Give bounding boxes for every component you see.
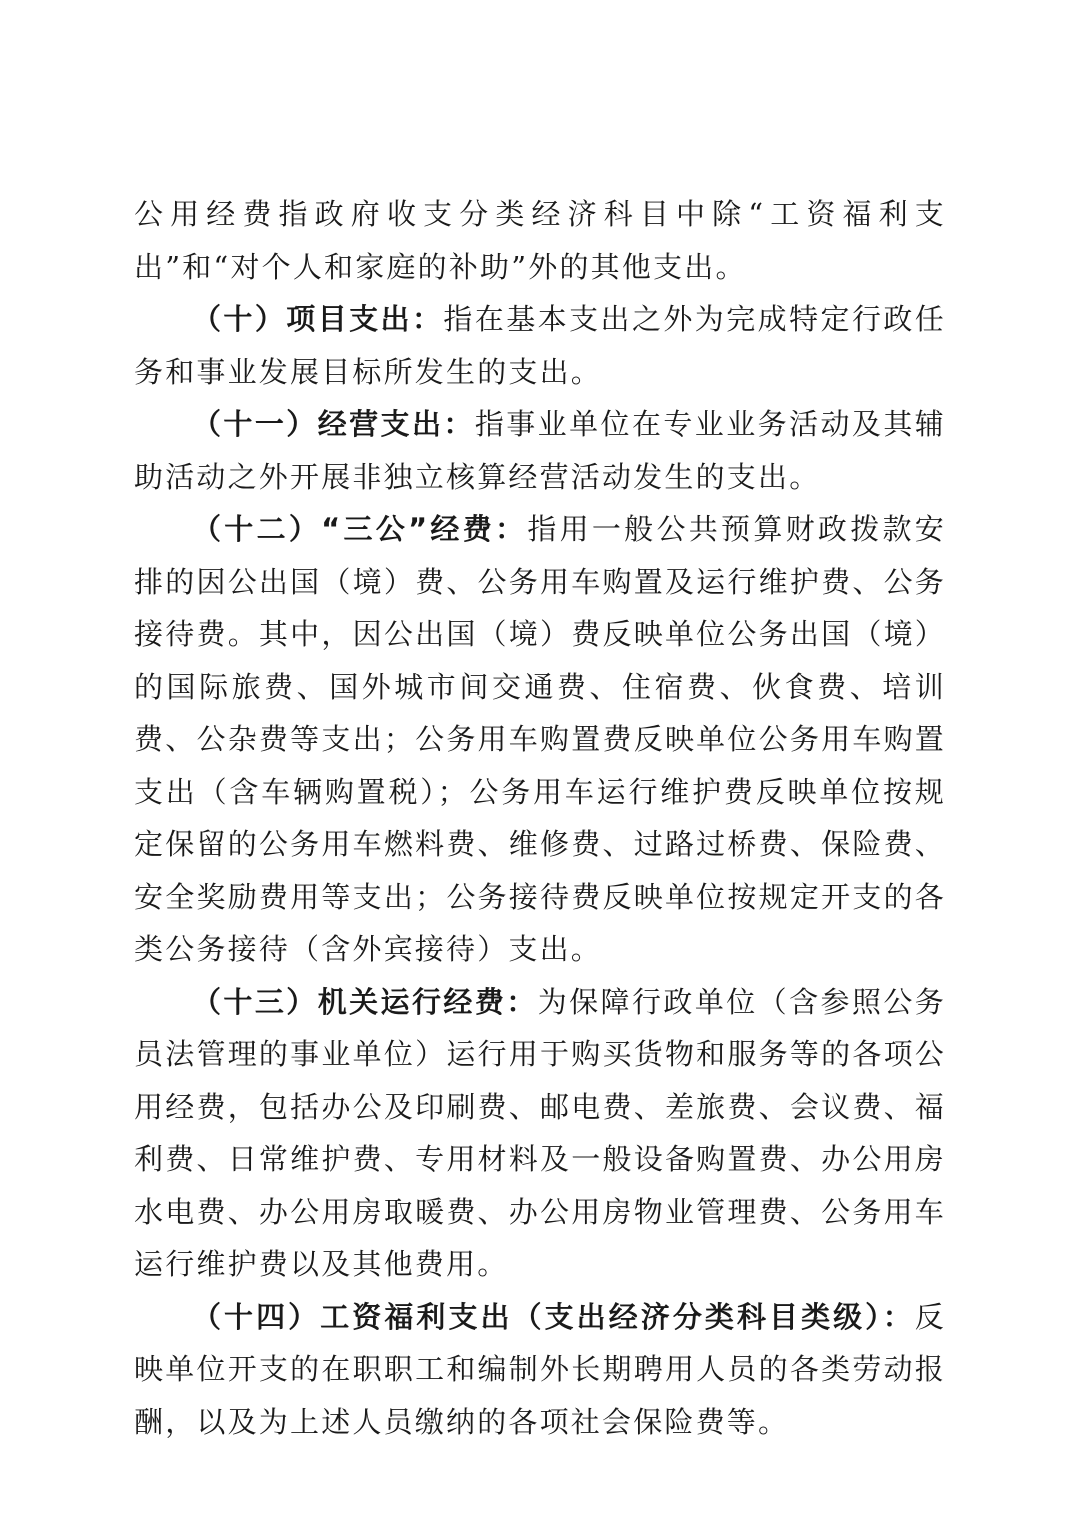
paragraph-text: 反映单位开支的在职职工和编制外长期聘用人员的各类劳动报酬，以及为上述人员缴纳的各项社会保险费等。 bbox=[134, 1299, 946, 1439]
paragraph-agency-operating-funds bbox=[134, 976, 946, 1291]
paragraph-wage-welfare-expenditure bbox=[134, 1291, 946, 1449]
paragraph-public-funds-continued bbox=[134, 188, 946, 293]
paragraph-text: 指事业单位在专业业务活动及其辅助活动之外开展非独立核算经营活动发生的支出。 bbox=[134, 407, 946, 494]
paragraph-term: （十四）工资福利支出（支出经济分类科目类级）： bbox=[192, 1299, 915, 1334]
paragraph-text: 公用经费指政府收支分类经济科目中除“工资福利支出”和“对个人和家庭的补助”外的其他支出。 bbox=[134, 197, 946, 284]
paragraph-term: （十）项目支出： bbox=[192, 302, 444, 336]
paragraph-term: （十一）经营支出： bbox=[192, 407, 475, 441]
paragraph-project-expenditure bbox=[134, 293, 946, 398]
paragraph-term: （十三）机关运行经费： bbox=[192, 984, 538, 1019]
paragraph-three-public-funds bbox=[134, 503, 946, 976]
paragraph-text: 指在基本支出之外为完成特定行政任务和事业发展目标所发生的支出。 bbox=[134, 302, 946, 389]
document-body bbox=[134, 188, 946, 1448]
paragraph-term: （十二）“三公”经费： bbox=[192, 512, 528, 546]
paragraph-operating-expenditure bbox=[134, 398, 946, 503]
paragraph-text: 为保障行政单位（含参照公务员法管理的事业单位）运行用于购买货物和服务等的各项公用经费，包括办公及印刷费、邮电费、差旅费、会议费、福利费、日常维护费、专用材料及一般设备购置费、办公用房水电费、办公用房取暖费、办公用房物业管理费、公务用车运行维护费以及其他费用。 bbox=[134, 984, 946, 1281]
paragraph-text: 指用一般公共预算财政拨款安排的因公出国（境）费、公务用车购置及运行维护费、公务接待费。其中，因公出国（境）费反映单位公务出国（境）的国际旅费、国外城市间交通费、住宿费、伙食费、培训费、公杂费等支出；公务用车购置费反映单位公务用车购置支出（含车辆购置税）；公务用车运行维护费反映单位按规定保留的公务用车燃料费、维修费、过路过桥费、保险费、安全奖励费用等支出；公务接待费反映单位按规定开支的各类公务接待（含外宾接待）支出。 bbox=[134, 512, 946, 966]
